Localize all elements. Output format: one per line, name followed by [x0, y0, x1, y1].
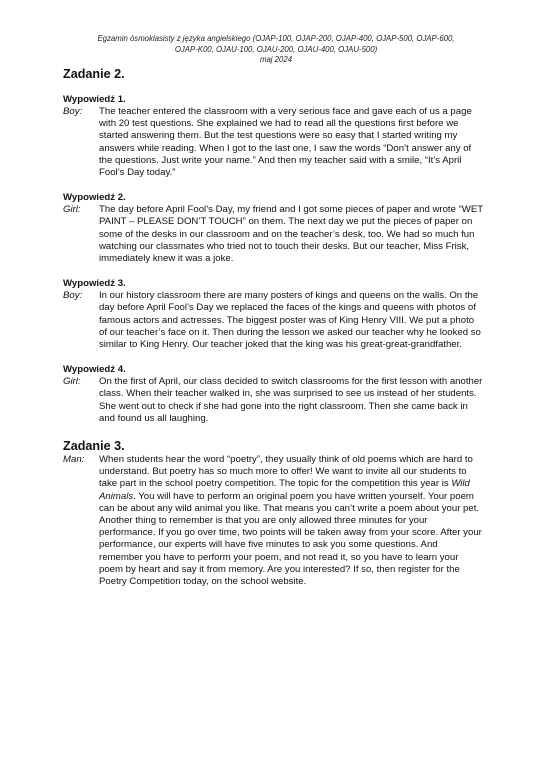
header-exam-line: Egzamin ósmoklasisty z języka angielskiego (OJAP-100, OJAP-200, OJAP-400, OJAP-500, OJAP-600,	[97, 34, 455, 43]
statement-2-label: Wypowiedź 2.	[63, 192, 126, 204]
statement-4	[63, 364, 483, 425]
statement-4-dialogue	[63, 376, 483, 425]
header-date: maj 2024	[259, 55, 293, 65]
task-2-title: Zadanie 2.	[63, 67, 125, 81]
statement-3-dialogue	[63, 290, 483, 351]
statement-4-speaker: Girl:	[63, 376, 81, 388]
task-3-dialogue	[63, 454, 483, 588]
statement-3	[63, 278, 483, 351]
statement-1-speaker: Boy:	[63, 106, 83, 117]
statement-4-label: Wypowiedź 4.	[63, 364, 126, 376]
statement-2	[63, 192, 483, 265]
statement-3-label: Wypowiedź 3.	[63, 278, 126, 290]
statement-2-dialogue	[63, 204, 483, 265]
task-3-title: Zadanie 3.	[63, 439, 125, 454]
task-3-topic: Wild Animals	[99, 478, 470, 502]
task-3-text-after: . You will have to perform an original poem you have written yourself. Your poem can be about any wild animal you like. That means you can’t write a poem about your pet. Another thing to remember is that you are only allowed three minutes for your performance. If you go over time, two points will be taken away from your score. After your performance, our experts will have five minutes to ask you some questions. And remember you have to perform your poem, and not read it, so you have to learn your poem by heart and say it from memory. Are you interested? If so, then register for the Poetry Competition today, on the school website.	[99, 490, 482, 588]
task-3-text-before: When students hear the word “poetry”, they usually think of old poems which are hard to understand. But poetry has so much more to offer! We want to invite all our students to take part in the school poetry competition. The topic for the competition this year is	[99, 454, 473, 490]
document-body	[63, 67, 483, 588]
statement-2-text: The day before April Fool’s Day, my friend and I got some pieces of paper and wrote “WET PAINT – PLEASE DON’T TOUCH” on them. The next day we put the pieces of paper on some of the desks in our classroom and on the teacher’s desk, too. We had so much fun watching our classmates who tried not to touch their desks. But our teacher, Miss Frisk, immediately knew it was a joke.	[99, 204, 483, 265]
statement-1-dialogue	[63, 106, 483, 179]
statement-3-speaker: Boy:	[63, 290, 83, 302]
page-header	[0, 34, 552, 66]
task-3-text	[99, 454, 483, 588]
statement-1	[63, 94, 483, 179]
header-codes-line: OJAP-K00, OJAU-100, OJAU-200, OJAU-400, OJAU-500)	[174, 44, 378, 54]
task-3-speaker: Man:	[63, 454, 85, 466]
statement-1-label: Wypowiedź 1.	[63, 94, 126, 105]
statement-4-text: On the first of April, our class decided to switch classrooms for the first lesson with another class. When their teacher walked in, she was surprised to see us instead of her students. She went out to check if she had gone into the right classroom. Then she came back in and found us all laughing.	[99, 376, 483, 424]
statement-3-text: In our history classroom there are many posters of kings and queens on the walls. On the day before April Fool’s Day we replaced the faces of the kings and queens with photos of famous actors and actresses. The biggest poster was of King Henry VIII. We put a photo of our teacher’s face on it. Then during the lesson we asked our teacher why he looked so similar to King Henry. Our teacher joked that the king was his great-great-grandfather.	[99, 290, 481, 351]
statement-2-speaker: Girl:	[63, 204, 81, 216]
statement-1-text: The teacher entered the classroom with a very serious face and gave each of us a page with 20 test questions. She explained we had to read all the questions first before we started answering them. But the test questions were so easy that I started writing my answers while reading. When I got to the last one, I saw the words “Don’t answer any of the questions. Just write your name.” And then my teacher said with a smile, “It’s April Fool’s Day today.”	[99, 106, 472, 179]
